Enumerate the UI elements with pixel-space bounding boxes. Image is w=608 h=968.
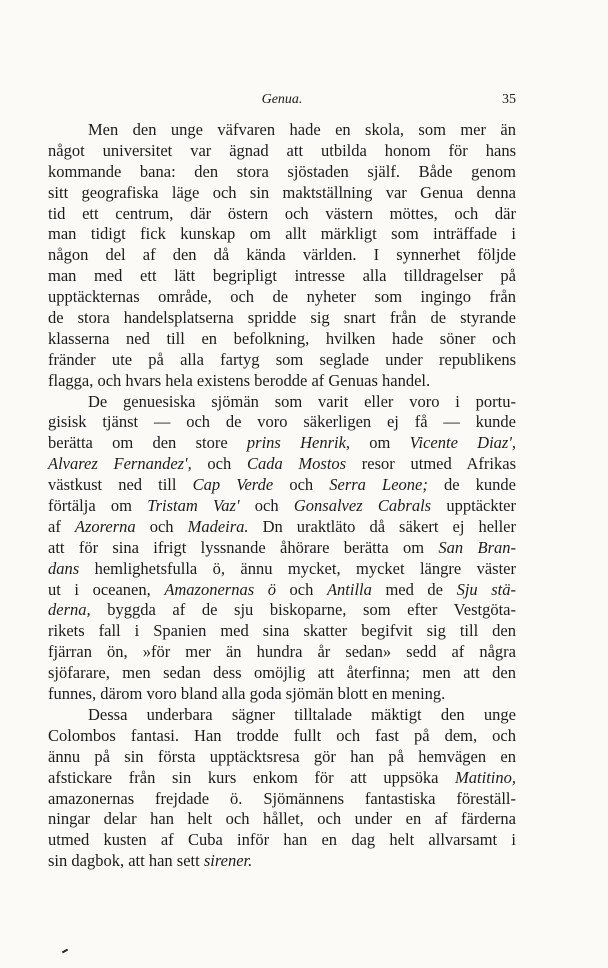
text-line: [48, 412, 516, 433]
text-span: förtälja om: [48, 496, 148, 516]
text-span: och: [273, 475, 330, 495]
text-line: [48, 308, 516, 329]
text-span: amazonernas frejdade ö. Sjömännens fantastiska föreställ-: [48, 788, 516, 808]
page-number: 35: [502, 92, 516, 107]
text-span: funnes, därom voro bland alla goda sjömän blott en mening.: [48, 684, 446, 704]
text-span: någon del af den då kända världen. I synnerhet följde: [48, 245, 516, 265]
italic-span: Gonsalvez Cabrals: [293, 496, 432, 516]
text-span: sjöfarare, men sedan dess omöjlig att återfinna; men att den: [48, 663, 516, 683]
text-line: [48, 183, 516, 204]
text-line: [48, 830, 516, 851]
running-header: [48, 92, 516, 114]
italic-span: Madeira.: [187, 516, 249, 536]
italic-span: Cap Verde: [192, 475, 274, 495]
paragraph: [48, 120, 516, 392]
text-span: byggda af de sju biskoparne, som efter Vestgöta-: [90, 600, 516, 620]
text-span: man med ett lätt begripligt intresse alla tilldragelser på: [48, 266, 516, 286]
italic-span: Cada Mostos: [246, 454, 347, 474]
italic-span: Antilla: [326, 579, 372, 599]
text-line: [48, 600, 516, 621]
text-line: [48, 684, 516, 705]
italic-span: Vicente Diaz',: [409, 433, 516, 453]
italic-span: Serra Leone;: [329, 475, 428, 495]
text-line: [48, 705, 516, 726]
text-span: Dn uraktläto då säkert ej heller: [248, 516, 516, 536]
text-span: hemlighetsfulla ö, ännu mycket, mycket längre väster: [79, 558, 516, 578]
text-span: tid ett centrum, där östern och västern möttes, och där: [48, 203, 516, 223]
text-line: [48, 642, 516, 663]
text-span: afstickare från sin kurs enkom för att uppsöka: [48, 767, 456, 787]
text-line: [48, 204, 516, 225]
text-line: [48, 475, 516, 496]
text-line: [48, 329, 516, 350]
text-span: flagga, och hvars hela existens berodde af Genuas handel.: [48, 370, 431, 390]
text-span: sin dagbok, att han sett: [48, 851, 204, 871]
text-line: [48, 809, 516, 830]
text-span: de kunde: [427, 475, 517, 495]
running-title: Genua.: [261, 92, 303, 107]
italic-span: sirener.: [203, 851, 253, 871]
text-line: [48, 559, 516, 580]
text-line: [48, 621, 516, 642]
italic-span: prins Henrik,: [246, 433, 351, 453]
text-span: utmed kusten af Cuba inför han en dag helt allvarsamt i: [48, 830, 516, 850]
italic-span: Alvarez Fernandez',: [48, 454, 192, 474]
text-line: [48, 538, 516, 559]
text-line: [48, 747, 516, 768]
text-line: [48, 266, 516, 287]
text-line: [48, 120, 516, 141]
body-text: [48, 120, 516, 872]
text-span: och: [275, 579, 327, 599]
text-line: [48, 454, 516, 475]
text-span: ännu på sin första upptäcktsresa gör han på hemvägen en: [48, 746, 516, 766]
text-span: berätta om den store: [48, 433, 247, 453]
text-span: man tidigt fick kunskap om allt märkligt som inträffade i: [48, 224, 516, 244]
text-span: upptäckternas område, och de nyheter som ingingo från: [48, 287, 516, 307]
text-line: [48, 726, 516, 747]
text-span: rikets fall i Spanien med sina skatter begifvit sig till den: [48, 621, 516, 641]
stray-ink-mark: [62, 949, 68, 954]
paragraph: [48, 705, 516, 872]
text-line: [48, 433, 516, 454]
text-span: upptäckter: [431, 496, 516, 516]
italic-span: Azorerna: [74, 516, 136, 536]
text-span: De genuesiska sjömän som varit eller voro i portu-: [88, 391, 516, 411]
text-line: [48, 496, 516, 517]
italic-span: Amazonernas ö: [164, 579, 276, 599]
italic-span: dans: [48, 558, 80, 578]
text-span: resor utmed Afrikas: [346, 454, 516, 474]
text-line: [48, 392, 516, 413]
text-span: och: [135, 516, 188, 536]
text-span: kommande bana: den stora sjöstaden själf. Både genom: [48, 161, 516, 181]
text-span: och: [191, 454, 247, 474]
text-span: fjärran ön, »för mer än hundra år sedan» sedd af några: [48, 642, 516, 662]
text-line: [48, 224, 516, 245]
text-line: [48, 371, 516, 392]
italic-span: Sju stä-: [456, 579, 516, 599]
text-span: fränder ute på alla fartyg som seglade under republikens: [48, 349, 516, 369]
text-line: [48, 789, 516, 810]
text-span: gisisk tjänst — och de voro säkerligen ej få — kunde: [48, 412, 516, 432]
italic-span: Tristam Vaz': [147, 496, 240, 516]
text-line: [48, 350, 516, 371]
text-span: ut i oceanen,: [48, 579, 165, 599]
text-span: och: [239, 496, 294, 516]
text-line: [48, 580, 516, 601]
text-span: klasserna ned till en befolkning, hvilken hade söner och: [48, 328, 516, 348]
text-span: af: [48, 516, 75, 536]
italic-span: derna,: [48, 600, 91, 620]
italic-span: Matitino,: [455, 767, 516, 787]
text-span: västkust ned till: [48, 475, 193, 495]
text-line: [48, 851, 516, 872]
text-line: [48, 517, 516, 538]
text-span: om: [350, 433, 410, 453]
text-span: sitt geografiska läge och sin maktställning var Genua denna: [48, 182, 516, 202]
text-span: med de: [371, 579, 457, 599]
text-span: att för sina ifrigt lyssnande åhörare berätta om: [48, 537, 439, 557]
italic-span: San Bran-: [438, 537, 516, 557]
paragraph: [48, 392, 516, 705]
text-span: ningar delar han helt och hållet, och under en af färderna: [48, 809, 516, 829]
text-line: [48, 768, 516, 789]
text-span: Dessa underbara sägner tilltalade mäktigt den unge: [88, 704, 516, 724]
text-line: [48, 287, 516, 308]
text-span: något universitet var ägnad att utbilda honom för hans: [48, 140, 516, 160]
text-line: [48, 245, 516, 266]
text-line: [48, 162, 516, 183]
text-span: Colombos fantasi. Han trodde fullt och fast på dem, och: [48, 725, 516, 745]
text-line: [48, 141, 516, 162]
text-line: [48, 663, 516, 684]
text-span: de stora handelsplatserna spridde sig snart från de styrande: [48, 308, 516, 328]
text-span: Men den unge väfvaren hade en skola, som mer än: [88, 120, 516, 139]
